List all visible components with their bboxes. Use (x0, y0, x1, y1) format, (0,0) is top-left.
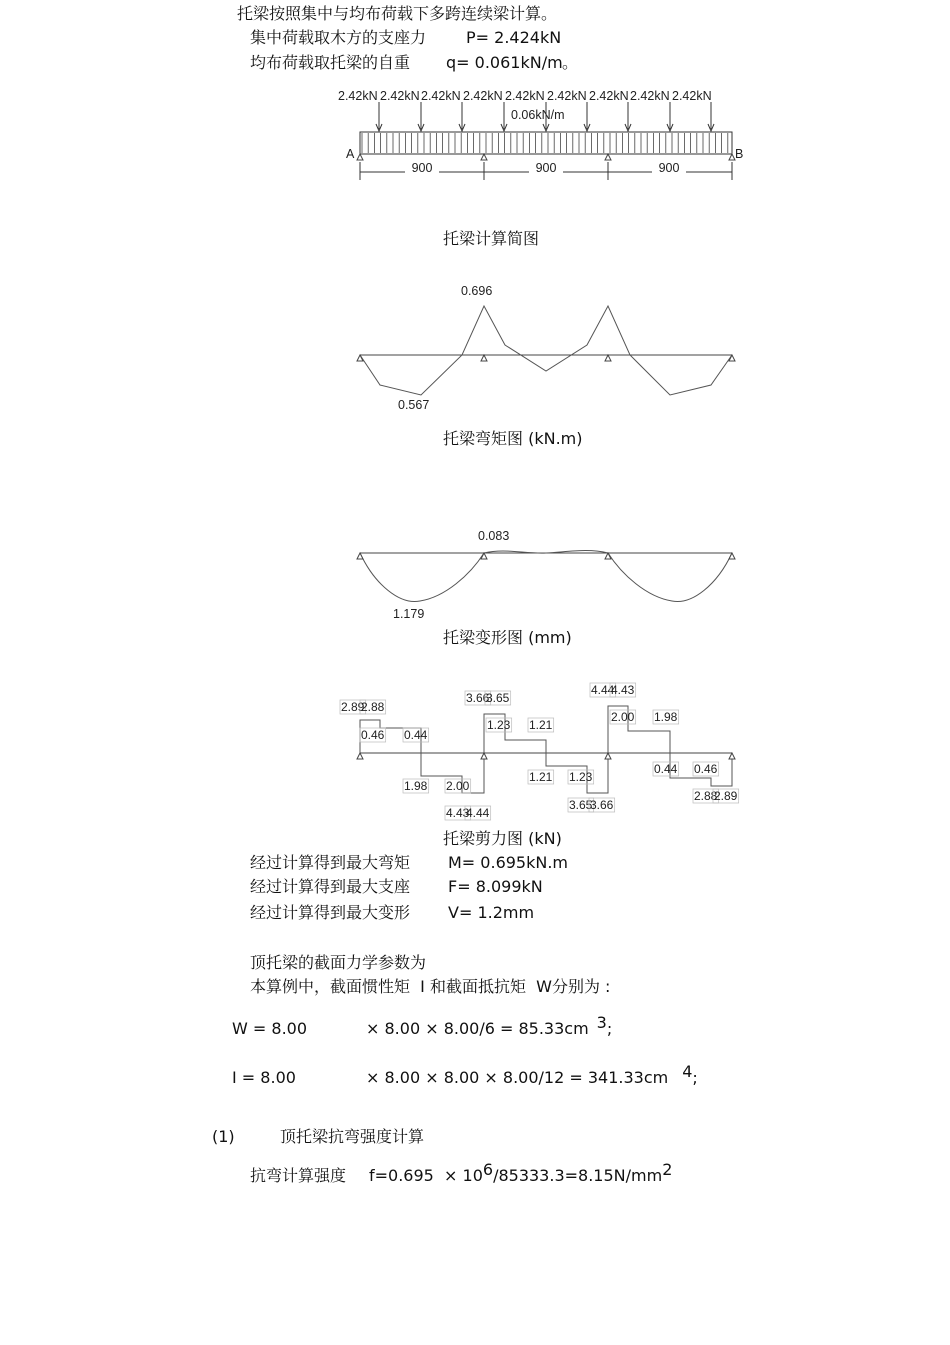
moment-diagram-caption: 托梁弯矩图 (kN.m) (443, 429, 583, 448)
shear-value-label: 1.23 (487, 718, 511, 732)
support-icon (357, 154, 363, 160)
support-icon (357, 553, 363, 559)
shear-value-label: 0.44 (654, 762, 678, 776)
support-icon (357, 753, 363, 759)
result-support-label: 经过计算得到最大支座 (250, 877, 411, 896)
shear-value-label: 0.46 (361, 728, 385, 742)
shear-value-label: 3.66 (590, 798, 614, 812)
i-formula-right: × 8.00 × 8.00 × 8.00/12 = 341.33cm 4; (366, 1062, 698, 1087)
moment-diagram (357, 284, 735, 412)
moment-min-label: 0.567 (398, 398, 430, 412)
shear-value-label: 4.44 (466, 806, 490, 820)
bending-exponent-2: 2 (662, 1160, 673, 1179)
shear-value-label: 1.21 (529, 770, 553, 784)
point-load-label: 2.42kN (380, 89, 420, 103)
result-moment-value: M= 0.695kN.m (448, 853, 569, 872)
intro-line-3-label: 均布荷载取托梁的自重 (250, 53, 411, 72)
shear-value-label: 2.00 (446, 779, 470, 793)
deform-diagram-caption: 托梁变形图 (mm) (443, 628, 572, 647)
shear-value-label: 1.21 (529, 718, 553, 732)
point-load-label: 2.42kN (672, 89, 712, 103)
shear-value-label: 4.44 (591, 683, 615, 697)
result-deform-value: V= 1.2mm (448, 903, 535, 922)
shear-value-label: 4.43 (446, 806, 470, 820)
point-load-label: 2.42kN (421, 89, 461, 103)
support-icon (605, 753, 611, 759)
w-formula-right: × 8.00 × 8.00/6 = 85.33cm 3; (366, 1013, 613, 1038)
deform-curve (360, 551, 732, 602)
support-icon (729, 553, 735, 559)
span-label: 900 (411, 161, 433, 175)
shear-value-label: 1.23 (569, 770, 593, 784)
shear-value-label: 1.98 (654, 710, 678, 724)
point-load-label: 2.42kN (589, 89, 629, 103)
section-title: 顶托梁的截面力学参数为 (250, 953, 427, 972)
load-beam (360, 132, 732, 154)
intro-line-2-value: P= 2.424kN (466, 28, 562, 47)
intro-line-1: 托梁按照集中与均布荷载下多跨连续梁计算。 (237, 4, 558, 23)
uniform-load-label: 0.06kN/m (511, 108, 565, 122)
bending-number: (1) (212, 1127, 235, 1146)
support-icon (481, 154, 487, 160)
shear-value-label: 2.88 (694, 789, 718, 803)
shear-diagram-caption: 托梁剪力图 (kN) (443, 829, 562, 848)
end-a-label: A (346, 147, 355, 161)
moment-max-label: 0.696 (461, 284, 493, 298)
shear-diagram (340, 683, 739, 820)
shear-value-label: 2.88 (361, 700, 385, 714)
bending-title: 顶托梁抗弯强度计算 (280, 1127, 425, 1146)
bending-exponent: 6 (482, 1160, 494, 1179)
i-end: ; (692, 1068, 698, 1087)
load-diagram-caption: 托梁计算简图 (443, 229, 540, 248)
intro-line-3-value: q= 0.061kN/m (446, 53, 563, 72)
shear-value-label: 0.46 (694, 762, 718, 776)
shear-value-label: 2.89 (341, 700, 365, 714)
shear-value-label: 1.98 (404, 779, 428, 793)
result-deform-label: 经过计算得到最大变形 (250, 903, 411, 922)
point-load-label: 2.42kN (630, 89, 670, 103)
w-exponent: 3 (596, 1013, 607, 1032)
shear-value-label: 2.00 (611, 710, 635, 724)
end-b-label: B (735, 147, 744, 161)
support-icon (481, 355, 487, 361)
bending-label: 抗弯计算强度 (250, 1166, 347, 1185)
result-moment-label: 经过计算得到最大弯矩 (250, 853, 411, 872)
i-formula-left: I = 8.00 (232, 1068, 296, 1087)
deform-max-label: 0.083 (478, 529, 510, 543)
deformation-diagram (357, 529, 735, 621)
support-icon (729, 753, 735, 759)
support-icon (605, 355, 611, 361)
section-intro: 本算例中，截面惯性矩 I 和截面抵抗矩 W分别为 : (250, 977, 611, 996)
point-load-label: 2.42kN (463, 89, 503, 103)
shear-value-label: 2.89 (714, 789, 738, 803)
span-label: 900 (658, 161, 680, 175)
deform-min-label: 1.179 (393, 607, 425, 621)
i-exponent: 4 (682, 1062, 693, 1081)
shear-value-label: 3.65 (569, 798, 593, 812)
shear-value-label: 0.44 (404, 728, 428, 742)
shear-value-label: 3.65 (486, 691, 510, 705)
shear-value-label: 4.43 (611, 683, 635, 697)
moment-curve (360, 306, 732, 395)
load-diagram (338, 89, 743, 180)
shear-value-label: 3.66 (466, 691, 490, 705)
support-icon (481, 753, 487, 759)
point-load-label: 2.42kN (338, 89, 378, 103)
point-load-label: 2.42kN (505, 89, 545, 103)
point-load-label: 2.42kN (547, 89, 587, 103)
result-support-value: F= 8.099kN (448, 877, 543, 896)
span-label: 900 (535, 161, 557, 175)
intro-line-2-label: 集中荷载取木方的支座力 (250, 28, 427, 47)
support-icon (605, 154, 611, 160)
bending-formula: f=0.695 × 106/85333.3=8.15N/mm2 (369, 1160, 673, 1185)
w-end: ; (606, 1019, 613, 1038)
w-formula-left: W = 8.00 (232, 1019, 308, 1038)
intro-line-3-end: 。 (562, 53, 579, 72)
